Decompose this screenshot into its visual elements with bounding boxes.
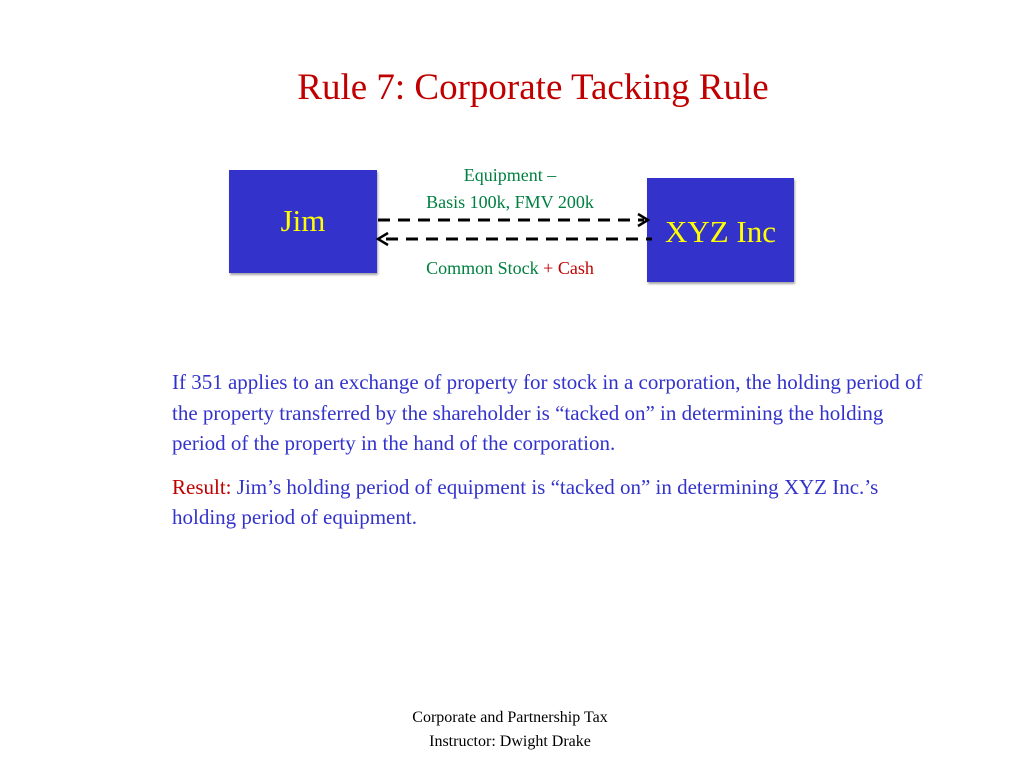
slide-title: Rule 7: Corporate Tacking Rule — [297, 67, 769, 108]
arrow-to-jim — [378, 233, 652, 245]
equipment-label-line1: Equipment – — [463, 165, 557, 185]
stock-cash-label — [380, 256, 640, 280]
jim-box-label: Jim — [280, 203, 326, 238]
cash-label: Cash — [557, 258, 594, 278]
result-label: Result: — [172, 474, 232, 499]
footer — [340, 706, 680, 754]
body-text — [172, 367, 932, 546]
exchange-arrows — [370, 205, 660, 255]
xyz-inc-box-label: XYZ Inc — [664, 214, 777, 249]
arrow-to-xyz — [378, 214, 648, 226]
xyz-inc-box — [647, 178, 794, 282]
rule-explanation-paragraph: If 351 applies to an exchange of property for stock in a corporation, the holding period of the property transferred by the shareholder is “tacked on” in determining the holding period of the property in the hand of the corporation. — [172, 370, 923, 455]
plus-sign: + — [543, 258, 554, 278]
common-stock-label: Common Stock — [426, 258, 539, 278]
footer-course: Corporate and Partnership Tax — [412, 709, 608, 726]
result-text: Jim’s holding period of equipment is “tacked on” in determining XYZ Inc.’s holding period of equipment. — [172, 474, 879, 529]
equipment-label-line2: Basis 100k, FMV 200k — [426, 192, 594, 212]
result-paragraph — [172, 472, 932, 533]
jim-box — [229, 170, 377, 273]
footer-instructor: Instructor: Dwight Drake — [429, 733, 591, 750]
